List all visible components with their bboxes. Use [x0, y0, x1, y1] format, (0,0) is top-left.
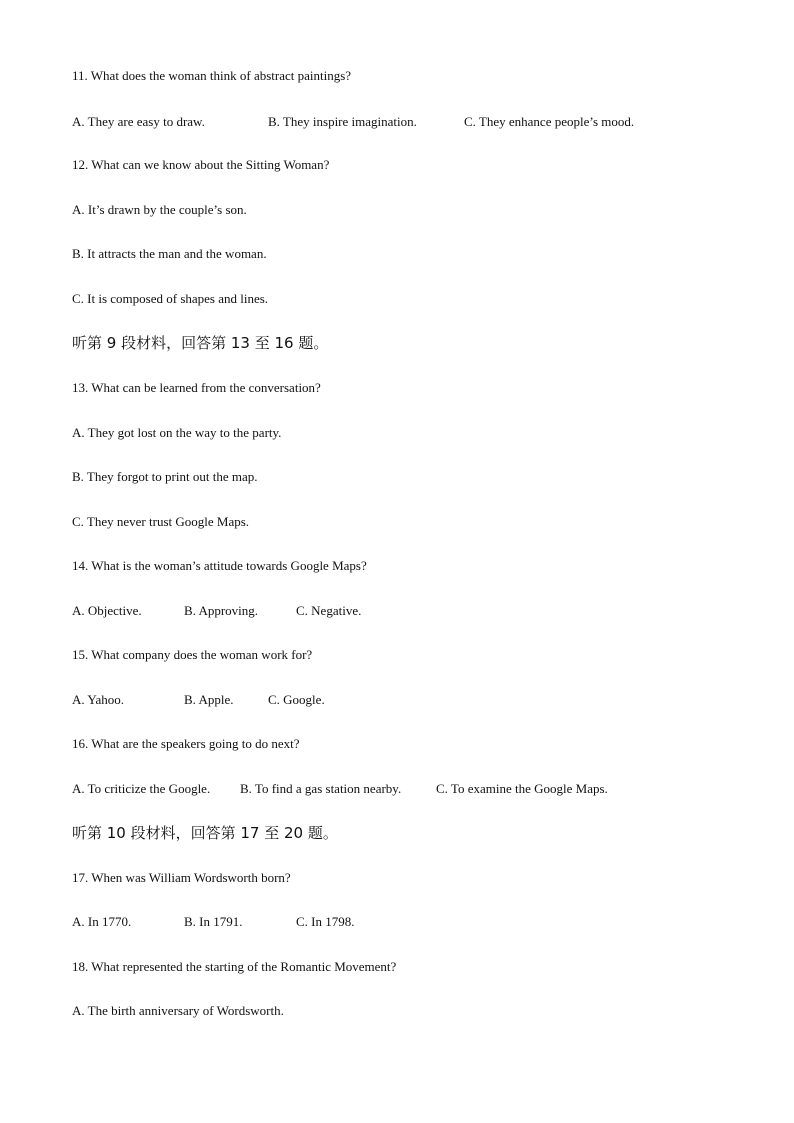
question-14-options — [72, 603, 722, 619]
question-12-option-b: B. It attracts the man and the woman. — [72, 246, 267, 261]
question-18: 18. What represented the starting of the Romantic Movement? — [72, 959, 397, 974]
question-17-options — [72, 914, 722, 930]
option-c: C. In 1798. — [296, 914, 355, 929]
option-b: B. Approving. — [184, 603, 259, 618]
question-15-options — [72, 692, 722, 708]
option-a: A. In 1770. — [72, 914, 132, 929]
option-b: B. Apple. — [184, 692, 234, 707]
question-14: 14. What is the woman’s attitude towards Google Maps? — [72, 558, 367, 573]
option-c: C. Google. — [268, 692, 325, 707]
question-12-option-c: C. It is composed of shapes and lines. — [72, 291, 269, 306]
option-b: B. In 1791. — [184, 914, 243, 929]
option-a: A. To criticize the Google. — [72, 781, 211, 796]
option-c: C. They enhance people’s mood. — [464, 114, 635, 129]
question-16: 16. What are the speakers going to do next? — [72, 736, 300, 751]
question-16-options — [72, 781, 722, 797]
option-a: A. Objective. — [72, 603, 142, 618]
option-c: C. Negative. — [296, 603, 362, 618]
question-18-option-a: A. The birth anniversary of Wordsworth. — [72, 1003, 284, 1018]
question-15: 15. What company does the woman work for? — [72, 647, 313, 662]
question-13-option-c: C. They never trust Google Maps. — [72, 514, 250, 529]
question-12: 12. What can we know about the Sitting Woman? — [72, 157, 330, 172]
question-13-option-a: A. They got lost on the way to the party. — [72, 425, 282, 440]
option-b: B. They inspire imagination. — [268, 114, 417, 129]
option-a: A. They are easy to draw. — [72, 114, 205, 129]
question-11-options — [72, 114, 722, 130]
question-11: 11. What does the woman think of abstract paintings? — [72, 68, 352, 83]
section-heading-10: 听第 10 段材料，回答第 17 至 20 题。 — [72, 824, 338, 842]
option-a: A. Yahoo. — [72, 692, 125, 707]
question-12-option-a: A. It’s drawn by the couple’s son. — [72, 202, 247, 217]
option-c: C. To examine the Google Maps. — [436, 781, 608, 796]
option-b: B. To find a gas station nearby. — [240, 781, 402, 796]
question-13: 13. What can be learned from the conversation? — [72, 380, 321, 395]
section-heading-9: 听第 9 段材料，回答第 13 至 16 题。 — [72, 334, 329, 352]
question-17: 17. When was William Wordsworth born? — [72, 870, 291, 885]
question-13-option-b: B. They forgot to print out the map. — [72, 469, 258, 484]
